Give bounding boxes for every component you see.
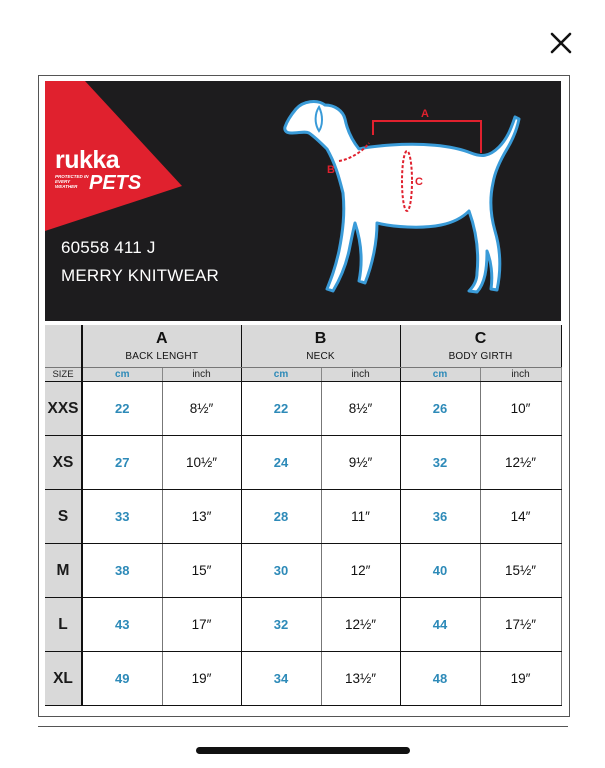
back-length-inch: 13″	[162, 490, 241, 544]
neck-cm: 24	[241, 436, 321, 490]
product-name: MERRY KNITWEAR	[61, 266, 220, 285]
back-length-inch: 15″	[162, 544, 241, 598]
home-indicator[interactable]	[196, 747, 410, 754]
neck-inch: 11″	[321, 490, 400, 544]
size-table	[45, 325, 562, 706]
neck-cm: 34	[241, 652, 321, 706]
unit-cm: cm	[241, 368, 321, 382]
body-girth-cm: 48	[400, 652, 480, 706]
measure-label-c: C	[415, 176, 423, 188]
back-length-cm: 38	[82, 544, 162, 598]
size-cell: S	[45, 490, 82, 544]
group-letter: A	[155, 330, 168, 347]
size-cell: XS	[45, 436, 82, 490]
neck-inch: 12½″	[321, 598, 400, 652]
group-name: BACK LENGHT	[125, 351, 199, 362]
table-header-row	[45, 325, 561, 368]
close-icon	[546, 28, 576, 58]
brand-logo	[55, 148, 141, 192]
back-length-cm: 33	[82, 490, 162, 544]
dog-measurement-diagram	[281, 91, 551, 311]
table-row	[45, 490, 561, 544]
body-girth-cm: 44	[400, 598, 480, 652]
neck-cm: 28	[241, 490, 321, 544]
table-row	[45, 382, 561, 436]
back-length-cm: 27	[82, 436, 162, 490]
body-girth-inch: 17½″	[480, 598, 561, 652]
unit-cm: cm	[82, 368, 162, 382]
group-name: BODY GIRTH	[448, 351, 513, 362]
size-cell: M	[45, 544, 82, 598]
unit-inch: inch	[162, 368, 241, 382]
body-girth-inch: 12½″	[480, 436, 561, 490]
back-length-inch: 19″	[162, 652, 241, 706]
brand-tagline: PROTECTED IN EVERY WEATHER	[55, 174, 89, 189]
neck-cm: 32	[241, 598, 321, 652]
header-group-a	[82, 325, 241, 368]
back-length-inch: 17″	[162, 598, 241, 652]
brand-name: rukka	[55, 146, 120, 174]
back-length-cm: 49	[82, 652, 162, 706]
size-cell: XL	[45, 652, 82, 706]
body-girth-inch: 10″	[480, 382, 561, 436]
dog-ear	[316, 107, 322, 131]
measure-label-a: A	[421, 108, 429, 120]
group-letter: C	[474, 330, 487, 347]
back-length-cm: 22	[82, 382, 162, 436]
body-girth-cm: 40	[400, 544, 480, 598]
body-girth-inch: 19″	[480, 652, 561, 706]
table-row	[45, 544, 561, 598]
body-girth-cm: 32	[400, 436, 480, 490]
table-row	[45, 436, 561, 490]
neck-inch: 13½″	[321, 652, 400, 706]
size-cell: XXS	[45, 382, 82, 436]
body-girth-inch: 14″	[480, 490, 561, 544]
brand-sub: PETS	[89, 172, 142, 194]
unit-inch: inch	[321, 368, 400, 382]
header-group-c	[400, 325, 561, 368]
neck-inch: 9½″	[321, 436, 400, 490]
header-corner	[45, 325, 82, 368]
unit-row	[45, 368, 561, 382]
back-length-inch: 10½″	[162, 436, 241, 490]
size-column-label: SIZE	[45, 368, 82, 382]
table-row	[45, 652, 561, 706]
measure-label-b: B	[327, 164, 335, 176]
body-girth-inch: 15½″	[480, 544, 561, 598]
body-girth-cm: 26	[400, 382, 480, 436]
size-chart-sheet	[38, 75, 570, 717]
neck-cm: 30	[241, 544, 321, 598]
header-group-b	[241, 325, 400, 368]
group-name: NECK	[306, 351, 335, 362]
size-cell: L	[45, 598, 82, 652]
back-length-cm: 43	[82, 598, 162, 652]
group-letter: B	[314, 330, 327, 347]
divider	[38, 726, 568, 727]
neck-inch: 8½″	[321, 382, 400, 436]
neck-inch: 12″	[321, 544, 400, 598]
close-button[interactable]	[546, 28, 576, 58]
product-banner	[45, 81, 561, 321]
back-length-inch: 8½″	[162, 382, 241, 436]
product-code: 60558 411 J	[61, 238, 156, 257]
neck-cm: 22	[241, 382, 321, 436]
unit-cm: cm	[400, 368, 480, 382]
unit-inch: inch	[480, 368, 561, 382]
body-girth-cm: 36	[400, 490, 480, 544]
table-row	[45, 598, 561, 652]
